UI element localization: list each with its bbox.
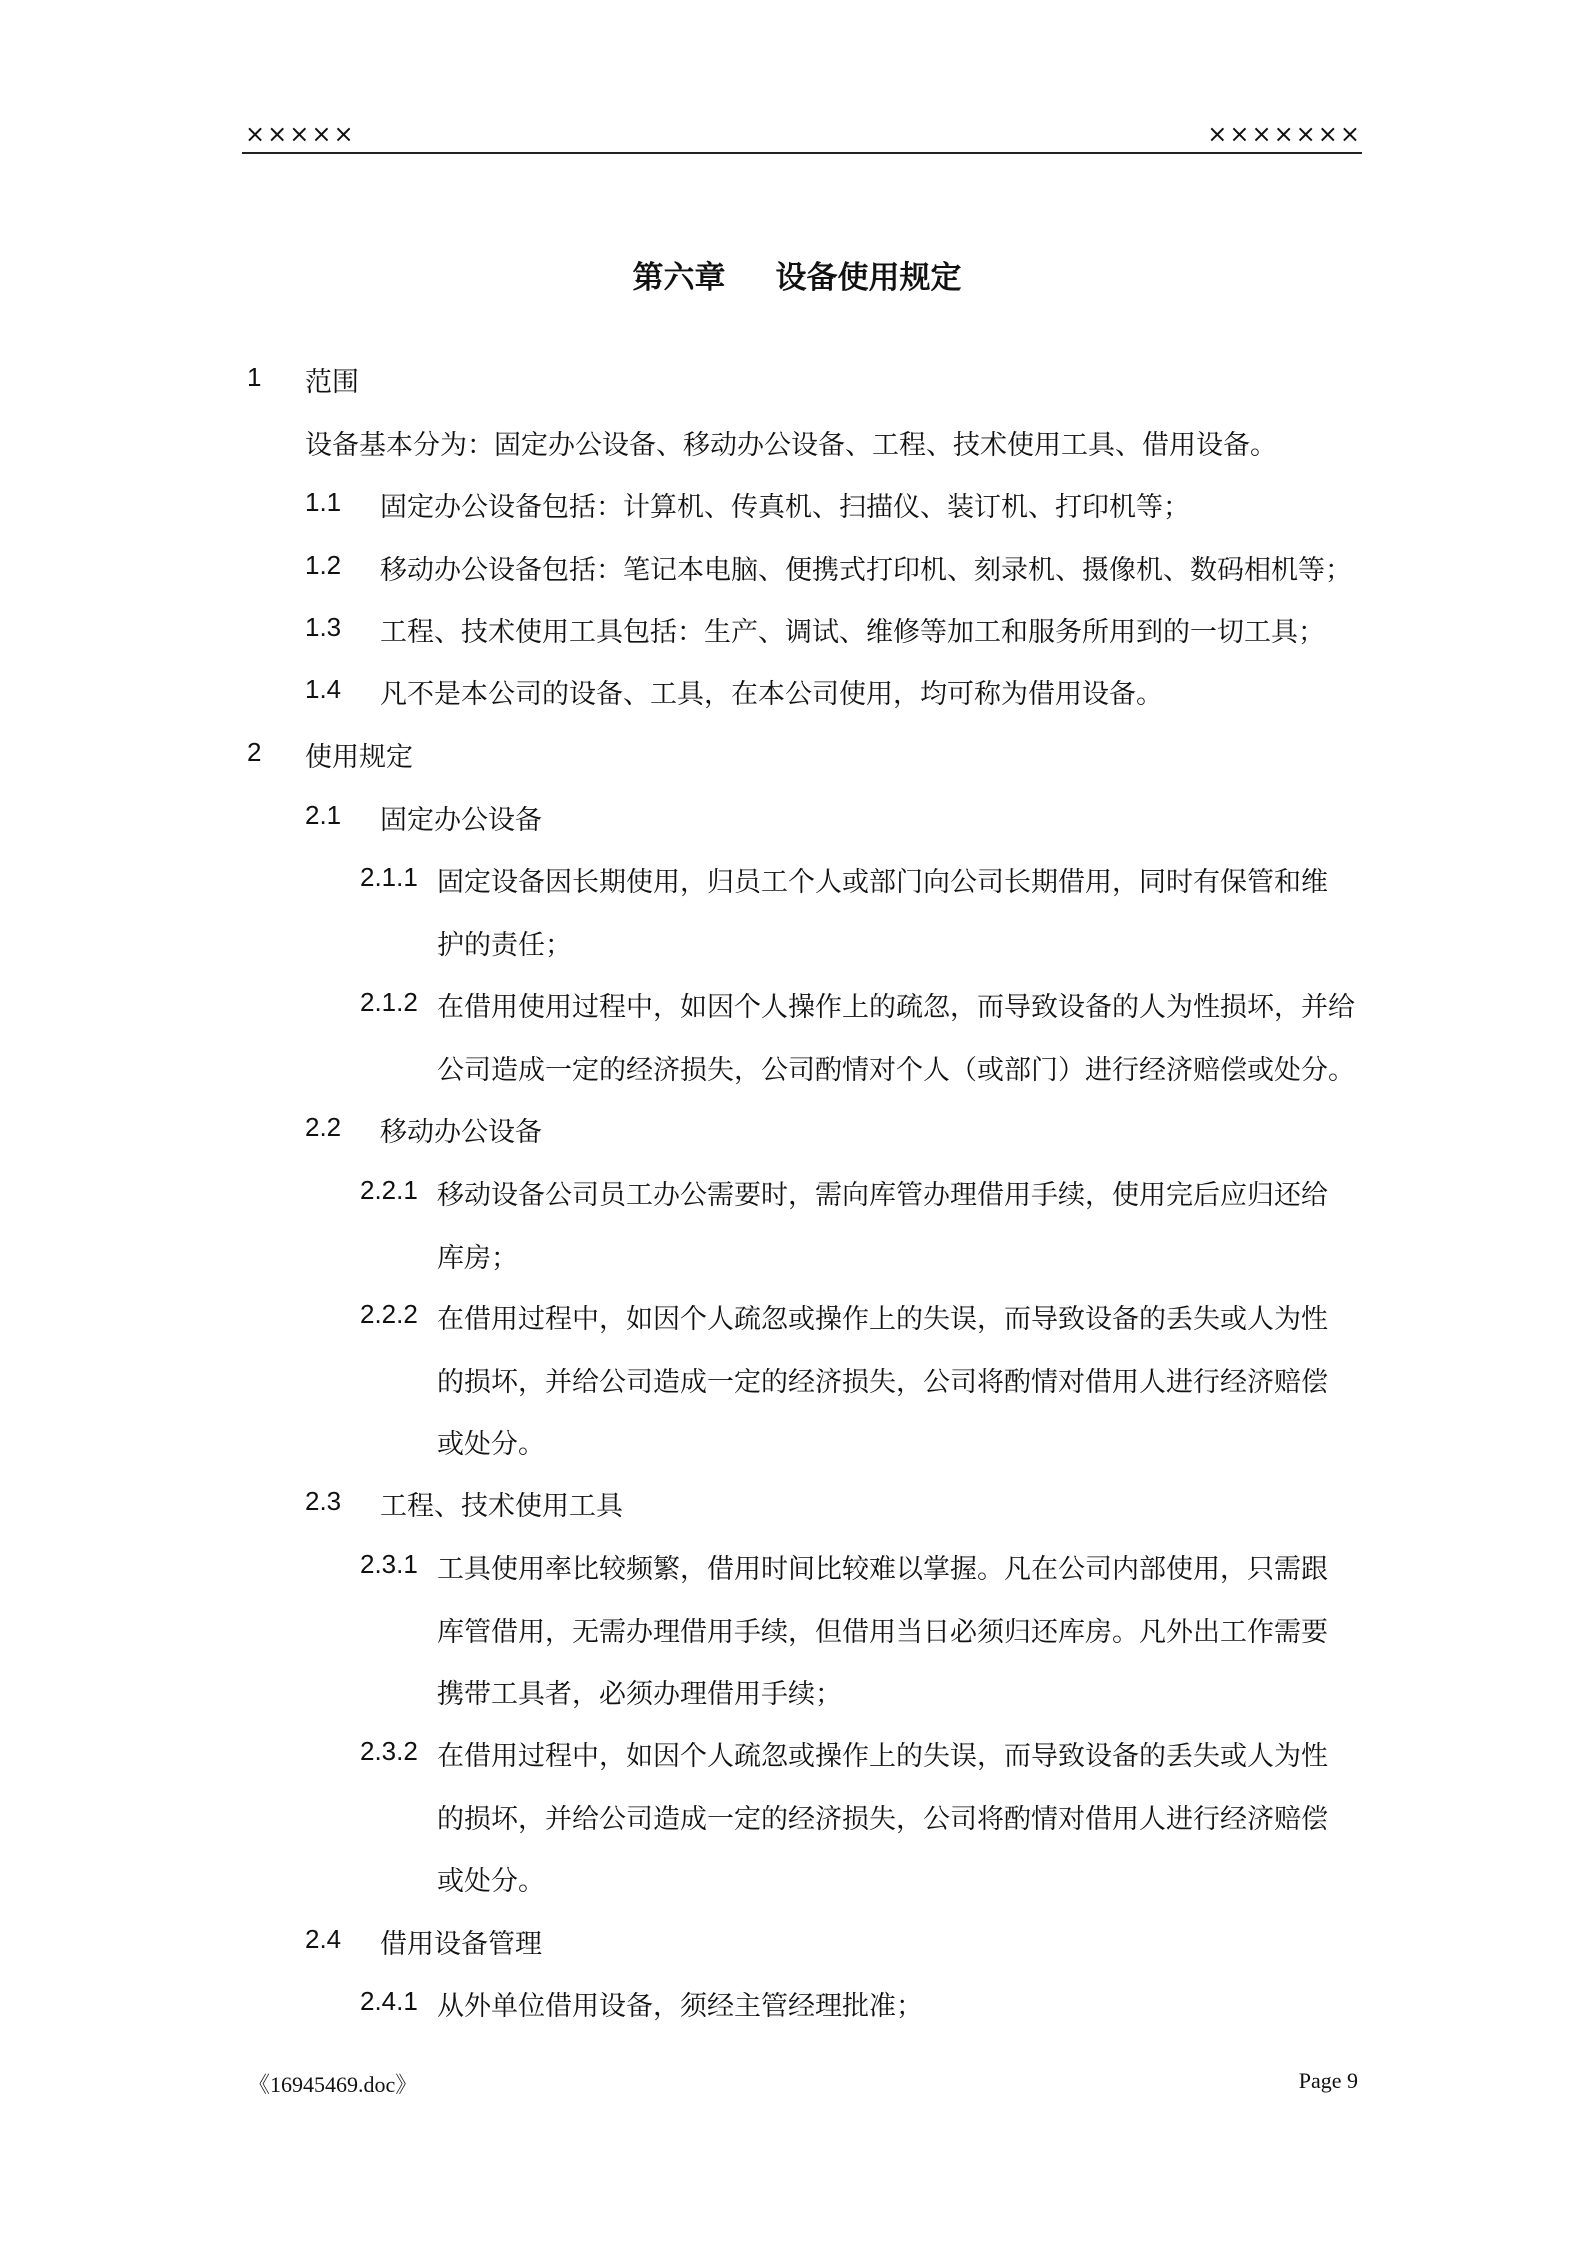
subsection-2-3-heading: 工程、技术使用工具 (380, 1491, 623, 1522)
subsection-2-2-heading: 移动办公设备 (380, 1117, 542, 1148)
item-2-2-2-number: 2.2.2 (360, 1299, 418, 1329)
section-2-heading: 使用规定 (305, 742, 413, 773)
footer-filename: 《16945469.doc》 (248, 2072, 418, 2097)
item-1-3-number: 1.3 (305, 612, 342, 642)
item-2-3-1-line-2: 库管借用，无需办理借用手续，但借用当日必须归还库房。凡外出工作需要 (437, 1617, 1328, 1648)
section-1-intro: 设备基本分为：固定办公设备、移动办公设备、工程、技术使用工具、借用设备。 (305, 430, 1277, 461)
section-1-number: 1 (247, 362, 262, 392)
item-1-4-number: 1.4 (305, 674, 342, 704)
item-2-3-2-line-1: 在借用过程中，如因个人疏忽或操作上的失误，而导致设备的丢失或人为性 (437, 1741, 1328, 1772)
item-2-1-2-line-2: 公司造成一定的经济损失，公司酌情对个人（或部门）进行经济赔偿或处分。 (437, 1055, 1355, 1086)
item-2-2-1-number: 2.2.1 (360, 1175, 418, 1205)
item-2-2-2-line-1: 在借用过程中，如因个人疏忽或操作上的失误，而导致设备的丢失或人为性 (437, 1304, 1328, 1335)
item-2-1-1-number: 2.1.1 (360, 862, 418, 892)
item-2-3-2-number: 2.3.2 (360, 1736, 418, 1766)
item-1-4-text: 凡不是本公司的设备、工具，在本公司使用，均可称为借用设备。 (380, 679, 1163, 710)
footer-page-number: Page 9 (1298, 2068, 1358, 2093)
item-2-3-1-line-1: 工具使用率比较频繁，借用时间比较难以掌握。凡在公司内部使用，只需跟 (437, 1554, 1328, 1585)
item-2-2-2-line-2: 的损坏，并给公司造成一定的经济损失，公司将酌情对借用人进行经济赔偿 (437, 1367, 1328, 1398)
header-right-text: ××××××× (1207, 120, 1362, 148)
chapter-name: 设备使用规定 (775, 260, 962, 296)
item-1-2-number: 1.2 (305, 550, 342, 580)
item-2-2-1-line-1: 移动设备公司员工办公需要时，需向库管办理借用手续，使用完后应归还给 (437, 1180, 1328, 1211)
item-2-4-1-line-1: 从外单位借用设备，须经主管经理批准； (437, 1991, 923, 2022)
header-divider (242, 152, 1362, 154)
item-2-3-2-line-2: 的损坏，并给公司造成一定的经济损失，公司将酌情对借用人进行经济赔偿 (437, 1804, 1328, 1835)
item-2-3-1-number: 2.3.1 (360, 1549, 418, 1579)
item-2-4-1-number: 2.4.1 (360, 1986, 418, 2016)
section-1-heading: 范围 (305, 367, 359, 398)
item-2-1-2-line-1: 在借用使用过程中，如因个人操作上的疏忽，而导致设备的人为性损坏，并给 (437, 992, 1355, 1023)
item-1-2-text: 移动办公设备包括：笔记本电脑、便携式打印机、刻录机、摄像机、数码相机等； (380, 555, 1352, 586)
chapter-title (0, 252, 1594, 297)
item-2-3-1-line-3: 携带工具者，必须办理借用手续； (437, 1679, 842, 1710)
item-2-1-1-line-2: 护的责任； (437, 930, 572, 961)
header-left-text: ××××× (245, 120, 356, 148)
item-2-1-2-number: 2.1.2 (360, 987, 418, 1017)
section-2-number: 2 (247, 737, 262, 767)
item-1-1-number: 1.1 (305, 487, 342, 517)
subsection-2-3-number: 2.3 (305, 1486, 342, 1516)
item-1-3-text: 工程、技术使用工具包括：生产、调试、维修等加工和服务所用到的一切工具； (380, 617, 1325, 648)
item-2-2-1-line-2: 库房； (437, 1243, 518, 1274)
subsection-2-4-number: 2.4 (305, 1924, 342, 1954)
item-2-1-1-line-1: 固定设备因长期使用，归员工个人或部门向公司长期借用，同时有保管和维 (437, 867, 1328, 898)
subsection-2-1-number: 2.1 (305, 800, 342, 830)
item-2-2-2-line-3: 或处分。 (437, 1429, 545, 1460)
subsection-2-2-number: 2.2 (305, 1112, 342, 1142)
subsection-2-1-heading: 固定办公设备 (380, 805, 542, 836)
item-2-3-2-line-3: 或处分。 (437, 1866, 545, 1897)
chapter-number: 第六章 (632, 260, 726, 296)
item-1-1-text: 固定办公设备包括：计算机、传真机、扫描仪、装订机、打印机等； (380, 492, 1190, 523)
subsection-2-4-heading: 借用设备管理 (380, 1929, 542, 1960)
